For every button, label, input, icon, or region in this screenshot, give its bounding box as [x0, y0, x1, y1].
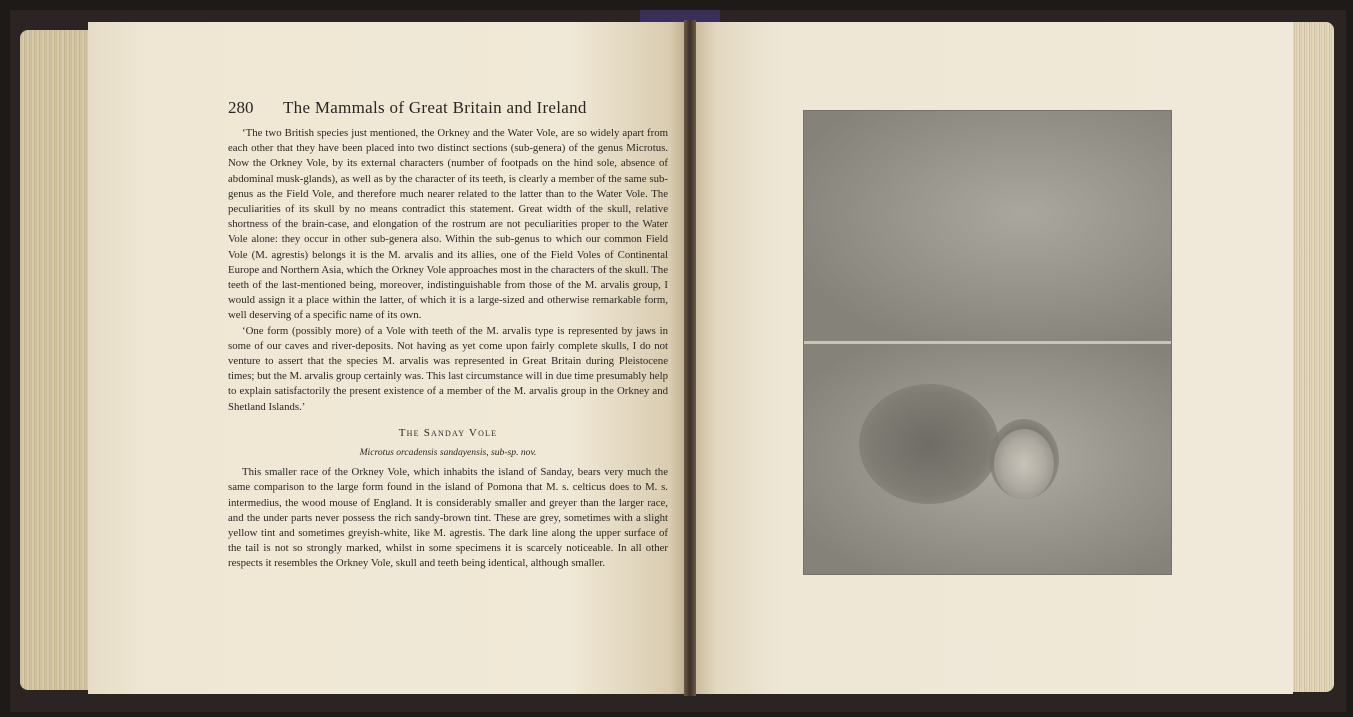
paragraph: ‘One form (possibly more) of a Vole with teeth of the M. arvalis type is represented by jaws in some of our caves and river-deposits. Not having as yet come upon fairly complete skulls, I do not venture to assert that the species M. arvalis was represented in Great Britain during Pleistocene times; but the M. arvalis group certainly was. This last circumstance will in due time presumably help to explain satisfactorily the present existence of a member of the M. arvalis group in the Orkney and Shetland Islands.’	[228, 324, 668, 413]
plate-upper-image	[804, 111, 1171, 341]
illustration-plate	[803, 110, 1172, 575]
vole-illustration	[859, 384, 999, 504]
right-page-edges	[1290, 22, 1334, 692]
body-text	[228, 126, 668, 572]
section-title: The Sanday Vole	[398, 426, 498, 439]
paragraph: This smaller race of the Orkney Vole, which inhabits the island of Sanday, bears very much the same comparison to the large form found in the island of Pomona that M. s. celticus does to M. s. intermedius, the wood mouse of England. It is considerably smaller and greyer than the larger race, and the under parts never possess the rich sandy-brown tint. These are grey, sometimes with a slight yellow tint and sometimes greyish-white, like M. agrestis. The dark line along the upper surface of the tail is not so strongly marked, whilst in some specimens it is scarcely noticeable. In all other respects it resembles the Orkney Vole, skull and teeth being identical, although smaller.	[228, 466, 668, 570]
left-page-edges	[20, 30, 90, 690]
vole-highlight	[994, 429, 1054, 499]
book-gutter	[684, 20, 696, 696]
page-number: 280	[228, 98, 254, 117]
paragraph: ‘The two British species just mentioned, the Orkney and the Water Vole, are so widely apart from each other that they have been placed into two distinct sections (sub-genera) of the genus Microtus. Now the Orkney Vole, by its external characters (number of footpads on the hind sole, absence of abdominal musk-glands), as well as by the character of its teeth, is clearly a member of the same sub-genus as the Field Vole, and therefore much nearer related to the latter than to the Water Vole. The peculiarities of its skull by no means contradict this statement. Great width of the skull, relative shortness of the brain-case, and elongation of the rostrum are not peculiarities proper to the Water Vole alone: they occur in other sub-genera also. Within the sub-genus to which our common Field Vole (M. agrestis) belongs it is the M. arvalis and its allies, one of the Field Voles of Continental Europe and Northern Asia, which the Orkney Vole approaches most in the characters of the skull. The teeth of the last-mentioned being, moreover, indistinguishable from those of the M. arvalis group, I would assign it a place within the latter, of which it is a large-sized and otherwise remarkable form, well deserving of a specific name of its own.	[228, 127, 668, 322]
section-subtitle: Microtus orcadensis sandayensis, sub-sp. nov.	[359, 447, 537, 459]
plate-lower-image	[804, 344, 1171, 574]
running-title: The Mammals of Great Britain and Ireland	[283, 98, 587, 117]
